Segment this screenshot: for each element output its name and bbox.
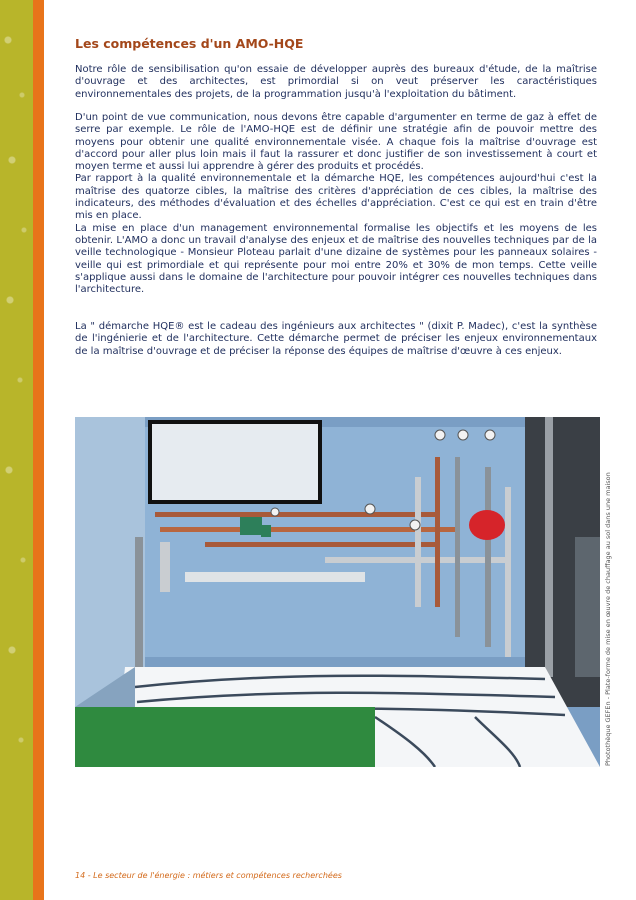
paragraph-2: D'un point de vue communication, nous devons être capable d'argumenter en terme de gaz à effet de serre par exemple. Le rôle de l'AMO-HQE est de définir une stratégie afin de pouvoir mettre des moyens pour obtenir une qualité environnementale visée. A chaque fois la maîtrise d'ouvrage est d'accord pour aller plus loin mais il faut la rassurer et donc justifier de son investissement à court et moyen terme et aussi lui apprendre à gérer des produits et procédés.	[75, 112, 597, 173]
decorative-orange-stripe	[33, 0, 44, 900]
photo-credit: Photothèque GEFEn - Plate-forme de mise en œuvre de chauffage au sol dans une maison	[604, 472, 612, 766]
page-title: Les compétences d'un AMO-HQE	[75, 36, 304, 51]
paragraph-5: La " démarche HQE® est le cadeau des ingénieurs aux architectes " (dixit P. Madec), c'est la synthèse de l'ingénierie et de l'architecture. Cette démarche permet de préciser les enjeux environnementaux de la maîtrise d'ouvrage et de préciser la réponse des équipes de maîtrise d'œuvre à ces enjeux.	[75, 321, 597, 357]
paragraph-4: La mise en place d'un management environnemental formalise les objectifs et les moyens de les obtenir. L'AMO a donc un travail d'analyse des enjeux et de maîtrise des nouvelles techniques par de la veille technologique - Monsieur Ploteau parlait d'une dizaine de systèmes pour les panneaux solaires - veille qui est primordiale et qui représente pour moi entre 20% et 30% de mon temps. Cette veille s'applique aussi dans le domaine de l'architecture pour pouvoir intégrer ces nouvelles techniques dans l'architecture.	[75, 222, 597, 296]
photo-underfloor-heating-platform	[75, 417, 600, 767]
paragraph-1: Notre rôle de sensibilisation qu'on essaie de développer auprès des bureaux d'étude, de la maîtrise d'ouvrage et des architectes, est primordial si on veut préserver les caractéristiques environnementales des projets, de la programmation jusqu'à l'exploitation du bâtiment.	[75, 64, 597, 100]
paragraph-3: Par rapport à la qualité environnementale et la démarche HQE, les compétences aujourd'hui c'est la maîtrise des quatorze cibles, la maîtrise des critères d'appréciation de ces cibles, la maîtrise des indicateurs, des méthodes d'évaluation et des échelles d'appréciation. C'est ce qui est en train d'être mis en place.	[75, 173, 597, 222]
decorative-side-band	[0, 0, 33, 900]
photo-illustration	[75, 417, 600, 767]
paragraph-block-2	[75, 112, 597, 296]
page-footer: 14 - Le secteur de l'énergie : métiers et compétences recherchées	[75, 871, 342, 880]
